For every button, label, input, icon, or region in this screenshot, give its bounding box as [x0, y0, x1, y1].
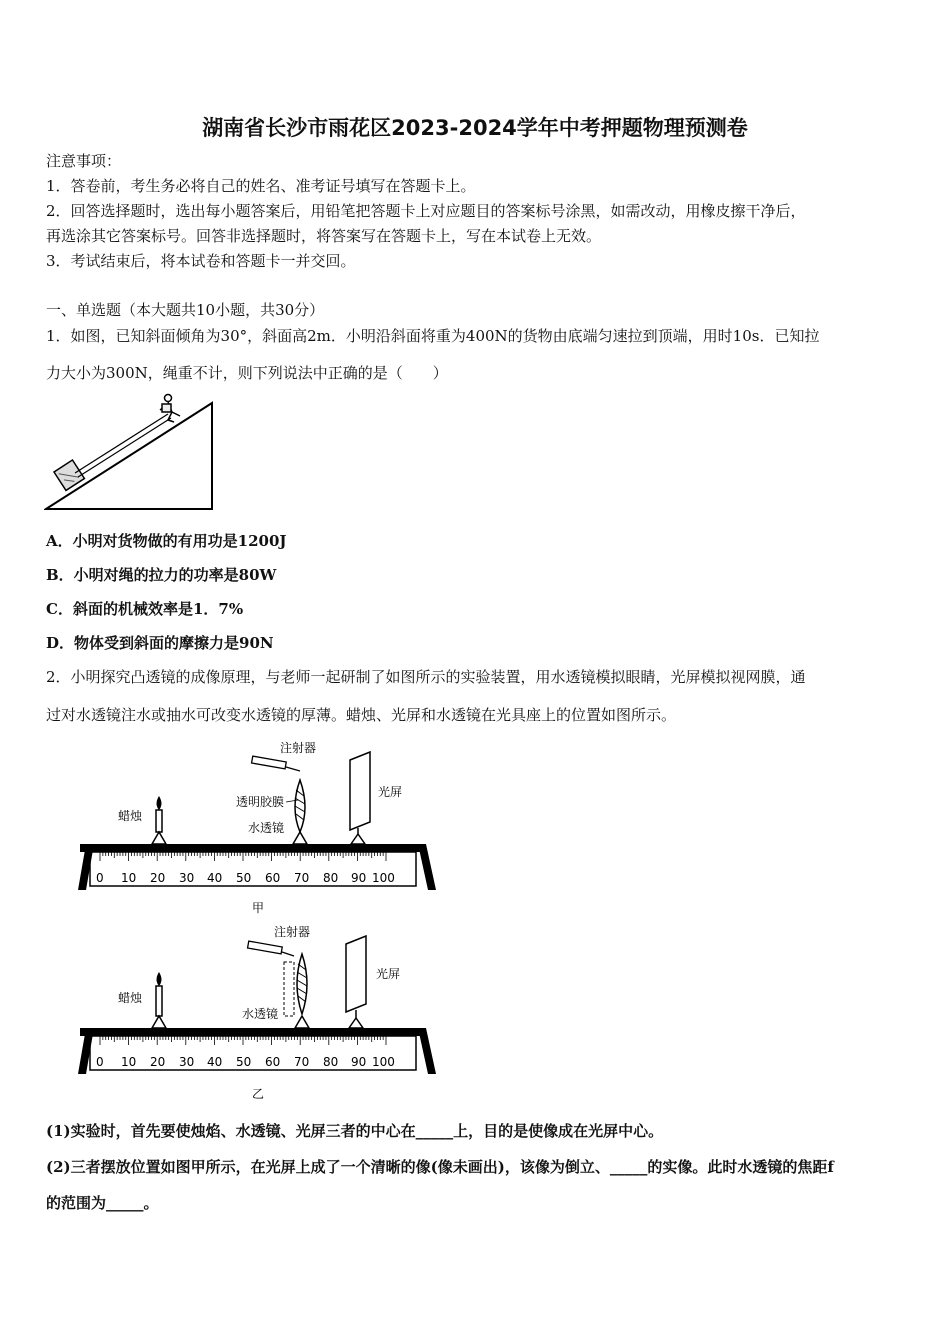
- tick-label: 60: [265, 1055, 281, 1069]
- candle-icon: [152, 796, 166, 844]
- candle-icon: [152, 972, 166, 1028]
- q2-stem-line1: 2．小明探究凸透镜的成像原理，与老师一起研制了如图所示的实验装置，用水透镜模拟眼睛，光屏模拟视网膜，通: [46, 668, 806, 686]
- figure-label-yi: 乙: [252, 1087, 265, 1101]
- figure-jia: [66, 738, 446, 916]
- rope: [75, 414, 168, 473]
- syringe-label: 注射器: [274, 925, 311, 939]
- tick-label: 100: [372, 871, 395, 885]
- q2-sub2-line1: (2)三者摆放位置如图甲所示，在光屏上成了一个清晰的像(像未画出)，该像为倒立、_____的实像。此时水透镜的焦距f: [46, 1158, 834, 1176]
- tick-label: 10: [121, 1055, 137, 1069]
- section-heading: 一、单选题（本大题共10小题，共30分）: [46, 301, 325, 319]
- water-lens-icon: [293, 780, 307, 844]
- tick-label: 70: [294, 871, 310, 885]
- tick-label: 90: [351, 871, 367, 885]
- tick-label: 40: [207, 871, 223, 885]
- notice-heading: 注意事项：: [46, 152, 122, 170]
- tick-label: 0: [96, 871, 104, 885]
- tick-label: 40: [207, 1055, 223, 1069]
- water-lens-icon: [284, 954, 309, 1028]
- q2-stem-line2: 过对水透镜注水或抽水可改变水透镜的厚薄。蜡烛、光屏和水透镜在光具座上的位置如图所示。: [46, 706, 677, 724]
- q1-stem-line1: 1．如图，已知斜面倾角为30°，斜面高2m．小明沿斜面将重为400N的货物由底端匀速拉到顶端，用时10s．已知拉: [46, 327, 820, 345]
- tick-label: 70: [294, 1055, 310, 1069]
- tick-label: 10: [121, 871, 137, 885]
- screen-label: 光屏: [378, 785, 403, 799]
- q1-option-c: C．斜面的机械效率是1．7%: [46, 600, 244, 618]
- tick-label: 90: [351, 1055, 367, 1069]
- notice-item-3: 3．考试结束后，将本试卷和答题卡一并交回。: [46, 252, 356, 270]
- tick-label: 100: [372, 1055, 395, 1069]
- light-screen-icon: [346, 936, 366, 1028]
- tick-label: 0: [96, 1055, 104, 1069]
- page-title: 湖南省长沙市雨花区2023-2024学年中考押题物理预测卷: [202, 116, 748, 140]
- tick-label: 30: [179, 1055, 195, 1069]
- q1-stem-line2: 力大小为300N，绳重不计，则下列说法中正确的是（ ）: [46, 364, 448, 382]
- screen-label: 光屏: [376, 967, 401, 981]
- tick-label: 80: [323, 871, 339, 885]
- tick-label: 50: [236, 1055, 252, 1069]
- water-lens-label: 水透镜: [242, 1007, 279, 1021]
- syringe-label: 注射器: [280, 741, 317, 755]
- film-label: 透明胶膜: [236, 795, 285, 809]
- figure-label-jia: 甲: [252, 901, 265, 915]
- notice-item-2-cont: 再选涂其它答案标号。回答非选择题时，将答案写在答题卡上，写在本试卷上无效。: [46, 227, 602, 245]
- syringe-icon: [248, 941, 294, 956]
- notice-item-2: 2．回答选择题时，选出每小题答案后，用铅笔把答题卡上对应题目的答案标号涂黑，如需改动，用橡皮擦干净后，: [46, 202, 806, 220]
- q1-option-b: B．小明对绳的拉力的功率是80W: [46, 566, 277, 584]
- q1-option-d: D．物体受到斜面的摩擦力是90N: [46, 634, 274, 652]
- tick-label: 20: [150, 1055, 166, 1069]
- candle-label: 蜡烛: [118, 809, 143, 823]
- syringe-icon: [252, 756, 300, 771]
- incline-figure: [44, 392, 220, 514]
- water-lens-label: 水透镜: [248, 821, 285, 835]
- q2-sub2-line2: 的范围为_____。: [46, 1194, 159, 1212]
- tick-label: 20: [150, 871, 166, 885]
- tick-label: 60: [265, 871, 281, 885]
- candle-label: 蜡烛: [118, 991, 143, 1005]
- light-screen-icon: [350, 752, 370, 844]
- notice-item-1: 1．答卷前，考生务必将自己的姓名、准考证号填写在答题卡上。: [46, 177, 476, 195]
- tick-label: 80: [323, 1055, 339, 1069]
- q2-sub1: (1)实验时，首先要使烛焰、水透镜、光屏三者的中心在_____上，目的是使像成在光屏中心。: [46, 1122, 664, 1140]
- tick-label: 30: [179, 871, 195, 885]
- tick-label: 50: [236, 871, 252, 885]
- figure-yi: [66, 922, 446, 1102]
- q1-option-a: A．小明对货物做的有用功是1200J: [46, 532, 287, 550]
